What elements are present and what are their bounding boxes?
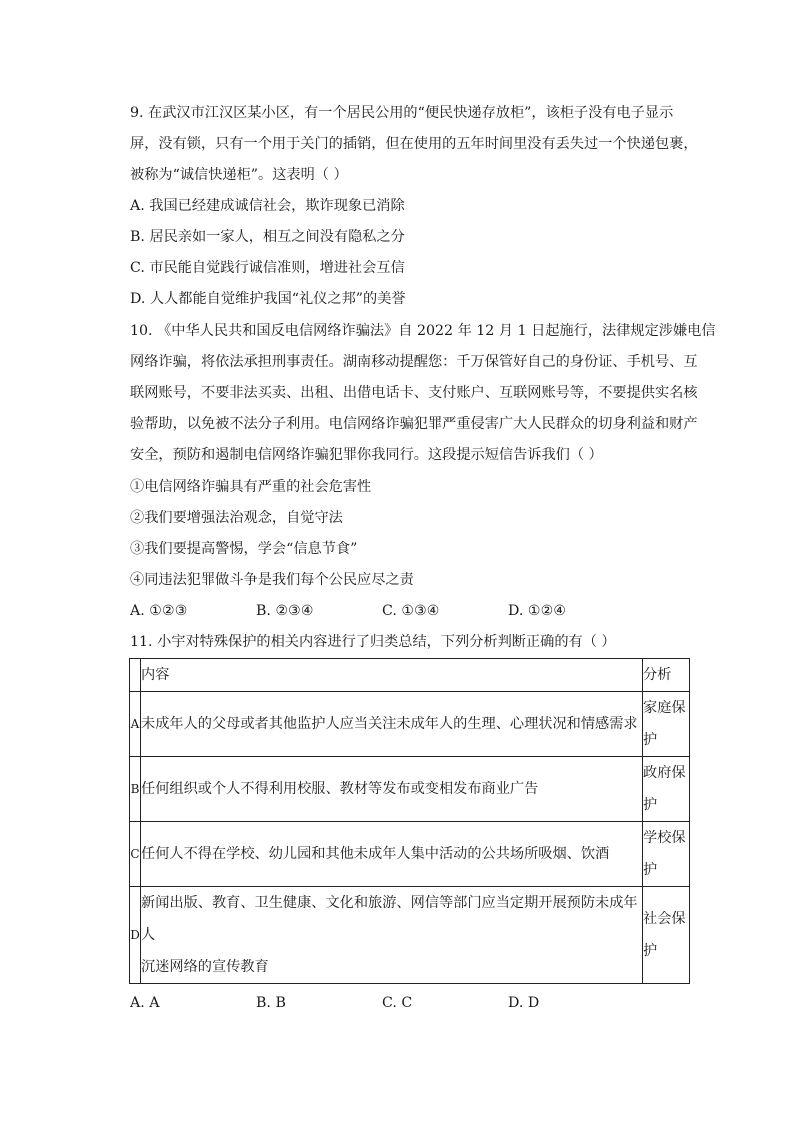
q9-option-d: D. 人人都能自觉维护我国“礼仪之邦”的美誉 [130, 291, 406, 307]
table-row [130, 822, 690, 887]
row-content: 任何人不得在学校、幼儿园和其他未成年人集中活动的公共场所吸烟、饮酒 [141, 822, 643, 887]
row-content: 未成年人的父母或者其他监护人应当关注未成年人的生理、心理状况和情感需求 [141, 692, 643, 757]
row-analysis [643, 757, 690, 822]
q10-stem-line-3: 联网账号，不要非法买卖、出租、出借电话卡、支付账户、互联网账号等，不要提供实名核 [130, 385, 698, 401]
q9-option-c: C. 市民能自觉践行诚信准则，增进社会互信 [130, 260, 405, 276]
table-row [130, 692, 690, 757]
q11-options [130, 993, 690, 1015]
q10-stem-line-5: 安全，预防和遏制电信网络诈骗犯罪你我同行。这段提示短信告诉我们（ ） [130, 447, 603, 463]
row-analysis [643, 692, 690, 757]
table-header-label-cell [130, 659, 141, 692]
row-content [141, 887, 643, 984]
q9-option-a: A. 我国已经建成诚信社会，欺诈现象已消除 [130, 198, 405, 214]
q10-statement-1: ①电信网络诈骗具有严重的社会危害性 [130, 479, 372, 495]
row-analysis-line-2: 护 [643, 943, 658, 959]
q11-table [129, 658, 690, 984]
q10-stem-line-1: 10. 《中华人民共和国反电信网络诈骗法》自 2022 年 12 月 1 日起施行，法律规定涉嫌电信 [130, 323, 716, 339]
q9-stem-line-1: 9. 在武汉市江汉区某小区，有一个居民公用的“便民快递存放柜”，该柜子没有电子显示 [130, 105, 674, 121]
q9-stem-line-2: 屏，没有锁，只有一个用于关门的插销，但在使用的五年时间里没有丢失过一个快递包裹， [130, 136, 698, 152]
q11-stem: 11. 小宇对特殊保护的相关内容进行了归类总结，下列分析判断正确的有（ ） [130, 634, 616, 650]
q11-option-d: D. D [508, 995, 540, 1011]
row-analysis-line-1: 学校保 [643, 830, 686, 846]
q10-stem-line-2: 网络诈骗，将依法承担刑事责任。湖南移动提醒您：千万保管好自己的身份证、手机号、互 [130, 354, 698, 370]
row-content-line-1: 新闻出版、教育、卫生健康、文化和旅游、网信等部门应当定期开展预防未成年人 [141, 895, 638, 943]
table-row [130, 757, 690, 822]
q9-stem-line-3: 被称为“诚信快递柜”。这表明（ ） [130, 167, 348, 183]
table-header-row [130, 659, 690, 692]
q11-option-a: A. A [130, 995, 160, 1011]
table-header-content: 内容 [141, 659, 643, 692]
row-label: C [130, 822, 141, 887]
row-content-line-2: 沉迷网络的宣传教育 [141, 959, 269, 975]
q11-option-b: B. B [256, 995, 286, 1011]
q9-option-b: B. 居民亲如一家人，相互之间没有隐私之分 [130, 229, 405, 245]
q10-statement-4: ④同违法犯罪做斗争是我们每个公民应尽之责 [130, 572, 414, 588]
row-content: 任何组织或个人不得利用校服、教材等发布或变相发布商业广告 [141, 757, 643, 822]
row-analysis-line-1: 政府保 [643, 765, 686, 781]
row-analysis [643, 822, 690, 887]
row-analysis-line-2: 护 [643, 862, 658, 878]
q10-statement-3: ③我们要提高警惕，学会“信息节食” [130, 541, 358, 557]
row-analysis-line-1: 社会保 [643, 911, 686, 927]
row-analysis-line-2: 护 [643, 797, 658, 813]
row-label: A [130, 692, 141, 757]
table-row [130, 887, 690, 984]
table-header-analysis: 分析 [643, 659, 690, 692]
row-label: D [130, 887, 141, 984]
q10-option-a: A. ①②③ [130, 603, 188, 619]
q10-stem-line-4: 验帮助，以免被不法分子利用。电信网络诈骗犯罪严重侵害广大人民群众的切身利益和财产 [130, 416, 698, 432]
row-analysis [643, 887, 690, 984]
q11-option-c: C. C [382, 995, 413, 1011]
q10-options [130, 601, 690, 623]
row-analysis-line-1: 家庭保 [643, 700, 686, 716]
row-analysis-line-2: 护 [643, 732, 658, 748]
q10-option-c: C. ①③④ [382, 603, 440, 619]
q10-option-b: B. ②③④ [256, 603, 314, 619]
row-label: B [130, 757, 141, 822]
q10-statement-2: ②我们要增强法治观念，自觉守法 [130, 510, 343, 526]
q10-option-d: D. ①②④ [508, 603, 567, 619]
